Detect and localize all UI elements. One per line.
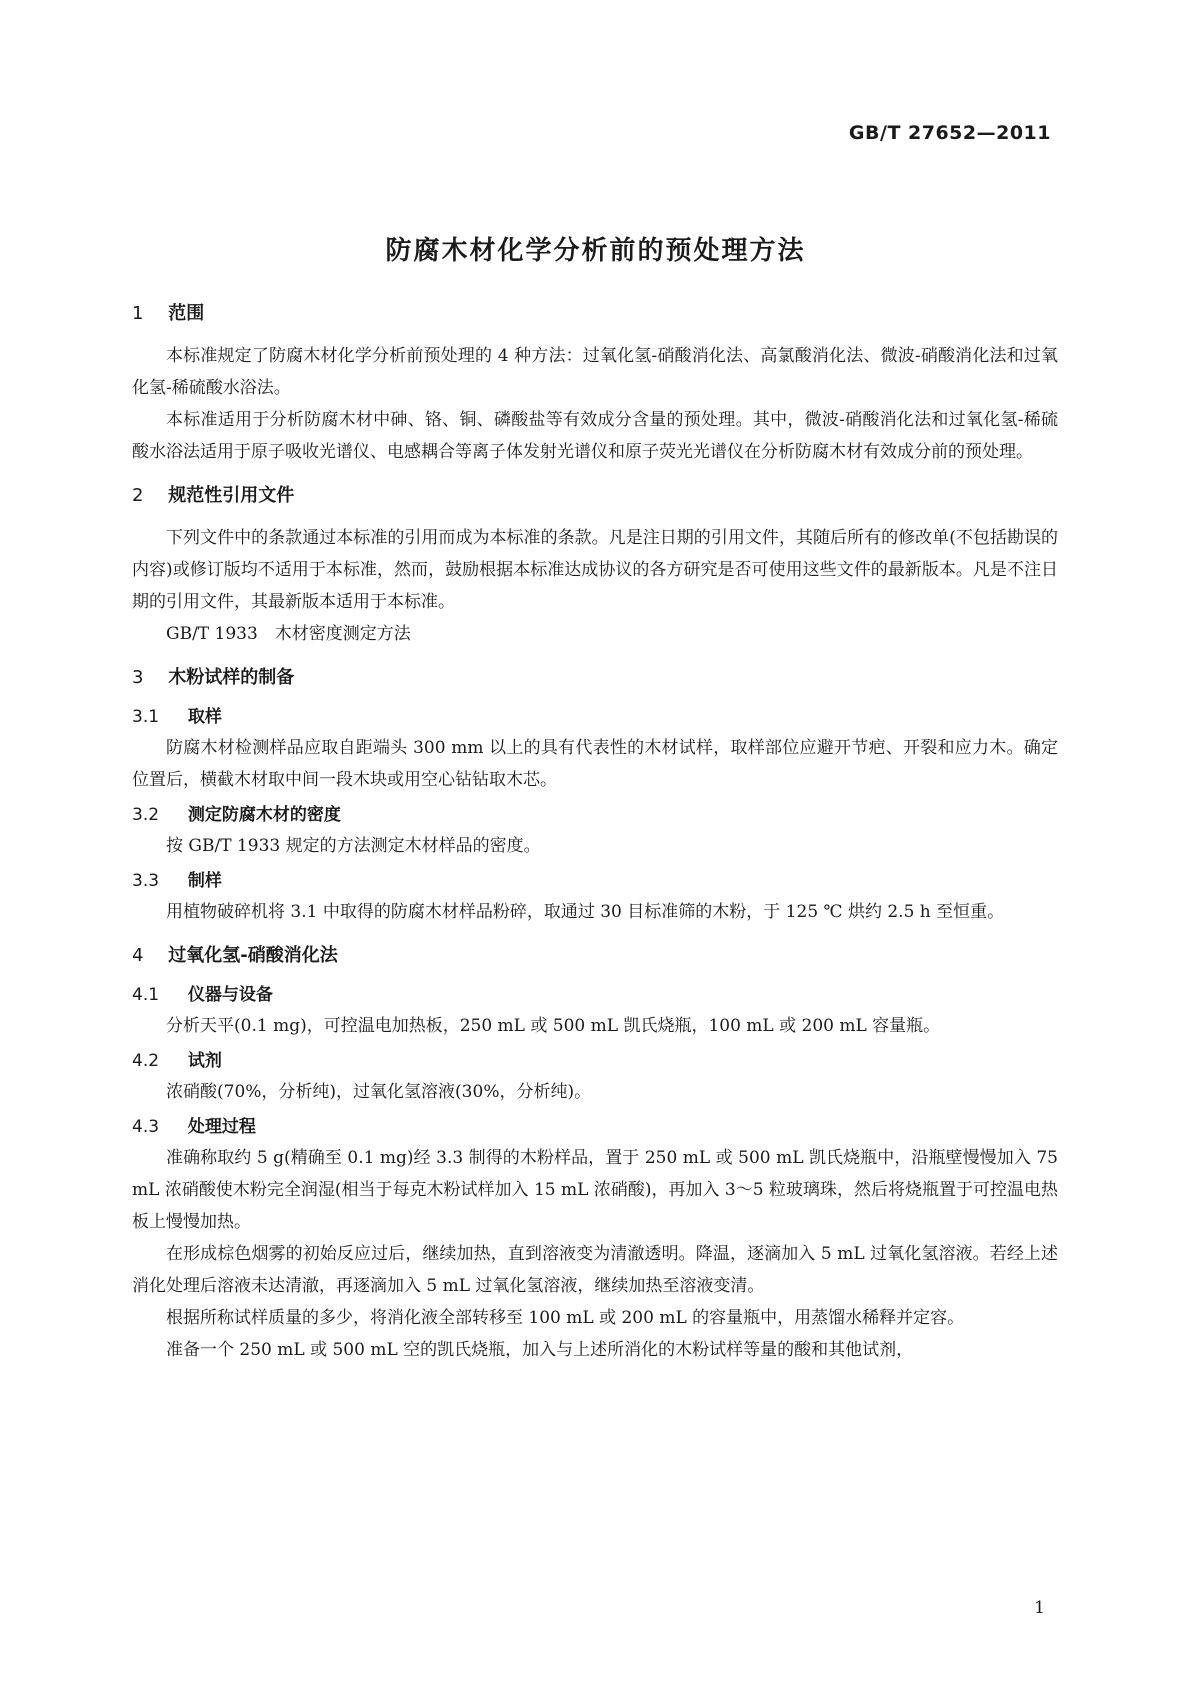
section-1-heading — [132, 300, 1058, 328]
paragraph: 防腐木材检测样品应取自距端头 300 mm 以上的具有代表性的木材试样，取样部位应避开节疤、开裂和应力木。确定位置后，横截木材取中间一段木块或用空心钻钻取木芯。 — [132, 738, 1058, 790]
subsection-title: 处理过程 — [187, 1117, 256, 1137]
subsection-4-2-heading — [132, 1048, 1058, 1074]
section-title: 规范性引用文件 — [168, 485, 295, 506]
standard-number: GB/T 27652—2011 — [848, 122, 1051, 144]
paragraph: 浓硝酸(70%，分析纯)，过氧化氢溶液(30%，分析纯)。 — [166, 1082, 592, 1102]
paragraph: 下列文件中的条款通过本标准的引用而成为本标准的条款。凡是注日期的引用文件，其随后所有的修改单(不包括勘误的内容)或修订版均不适用于本标准，然而，鼓励根据本标准达成协议的各方研究是否可使用这些文件的最新版本。凡是不注日期的引用文件，其最新版本适用于本标准。 — [132, 528, 1058, 612]
subsection-3-1-heading — [132, 704, 1058, 730]
subsection-3-3-heading — [132, 868, 1058, 894]
subsection-title: 测定防腐木材的密度 — [187, 805, 341, 825]
paragraph: 在形成棕色烟雾的初始反应过后，继续加热，直到溶液变为清澈透明。降温，逐滴加入 5 mL 过氧化氢溶液。若经上述消化处理后溶液未达清澈，再逐滴加入 5 mL 过氧化氢溶液，继续加热至溶液变清。 — [132, 1244, 1058, 1296]
subsection-number: 3.1 — [132, 707, 160, 727]
section-4-heading — [132, 942, 1058, 970]
section-title: 过氧化氢-硝酸消化法 — [168, 945, 338, 966]
subsection-title: 取样 — [187, 707, 222, 727]
subsection-number: 3.3 — [132, 871, 160, 891]
document-body — [132, 300, 1058, 1366]
section-title: 木粉试样的制备 — [168, 667, 295, 688]
paragraph: 用植物破碎机将 3.1 中取得的防腐木材样品粉碎，取通过 30 目标准筛的木粉，于 125 ℃ 烘约 2.5 h 至恒重。 — [166, 902, 1005, 922]
section-number: 3 — [132, 667, 144, 688]
subsection-number: 4.3 — [132, 1117, 160, 1137]
paragraph: 准确称取约 5 g(精确至 0.1 mg)经 3.3 制得的木粉样品，置于 250 mL 或 500 mL 凯氏烧瓶中，沿瓶壁慢慢加入 75 mL 浓硝酸使木粉完全润湿(相当于每克木粉试样加入 15 mL 浓硝酸)，再加入 3～5 粒玻璃珠，然后将烧瓶置于可控温电热板上慢慢加热。 — [132, 1148, 1058, 1232]
paragraph: 根据所称试样质量的多少，将消化液全部转移至 100 mL 或 200 mL 的容量瓶中，用蒸馏水稀释并定容。 — [166, 1308, 965, 1328]
paragraph: 准备一个 250 mL 或 500 mL 空的凯氏烧瓶，加入与上述所消化的木粉试样等量的酸和其他试剂， — [166, 1340, 914, 1360]
section-number: 1 — [132, 303, 144, 324]
subsection-3-2-heading — [132, 802, 1058, 828]
section-number: 4 — [132, 945, 144, 966]
page-title: 防腐木材化学分析前的预处理方法 — [385, 236, 806, 266]
section-title: 范围 — [168, 303, 205, 324]
section-3-heading — [132, 664, 1058, 692]
paragraph: 本标准适用于分析防腐木材中砷、铬、铜、磷酸盐等有效成分含量的预处理。其中，微波-硝酸消化法和过氧化氢-稀硫酸水浴法适用于原子吸收光谱仪、电感耦合等离子体发射光谱仪和原子荧光光谱仪在分析防腐木材有效成分前的预处理。 — [132, 410, 1058, 462]
subsection-title: 制样 — [187, 871, 222, 891]
subsection-number: 4.2 — [132, 1051, 160, 1071]
page-number: 1 — [1034, 1598, 1045, 1618]
subsection-number: 4.1 — [132, 985, 160, 1005]
subsection-4-3-heading — [132, 1114, 1058, 1140]
paragraph: 本标准规定了防腐木材化学分析前预处理的 4 种方法：过氧化氢-硝酸消化法、高氯酸消化法、微波-硝酸消化法和过氧化氢-稀硫酸水浴法。 — [132, 346, 1058, 398]
subsection-4-1-heading — [132, 982, 1058, 1008]
paragraph: 分析天平(0.1 mg)，可控温电加热板，250 mL 或 500 mL 凯氏烧瓶，100 mL 或 200 mL 容量瓶。 — [166, 1016, 941, 1036]
reference-entry: GB/T 1933 木材密度测定方法 — [166, 624, 411, 644]
section-number: 2 — [132, 485, 144, 506]
paragraph: 按 GB/T 1933 规定的方法测定木材样品的密度。 — [166, 836, 541, 856]
subsection-number: 3.2 — [132, 805, 160, 825]
section-2-heading — [132, 482, 1058, 510]
subsection-title: 试剂 — [187, 1051, 222, 1071]
subsection-title: 仪器与设备 — [187, 985, 273, 1005]
